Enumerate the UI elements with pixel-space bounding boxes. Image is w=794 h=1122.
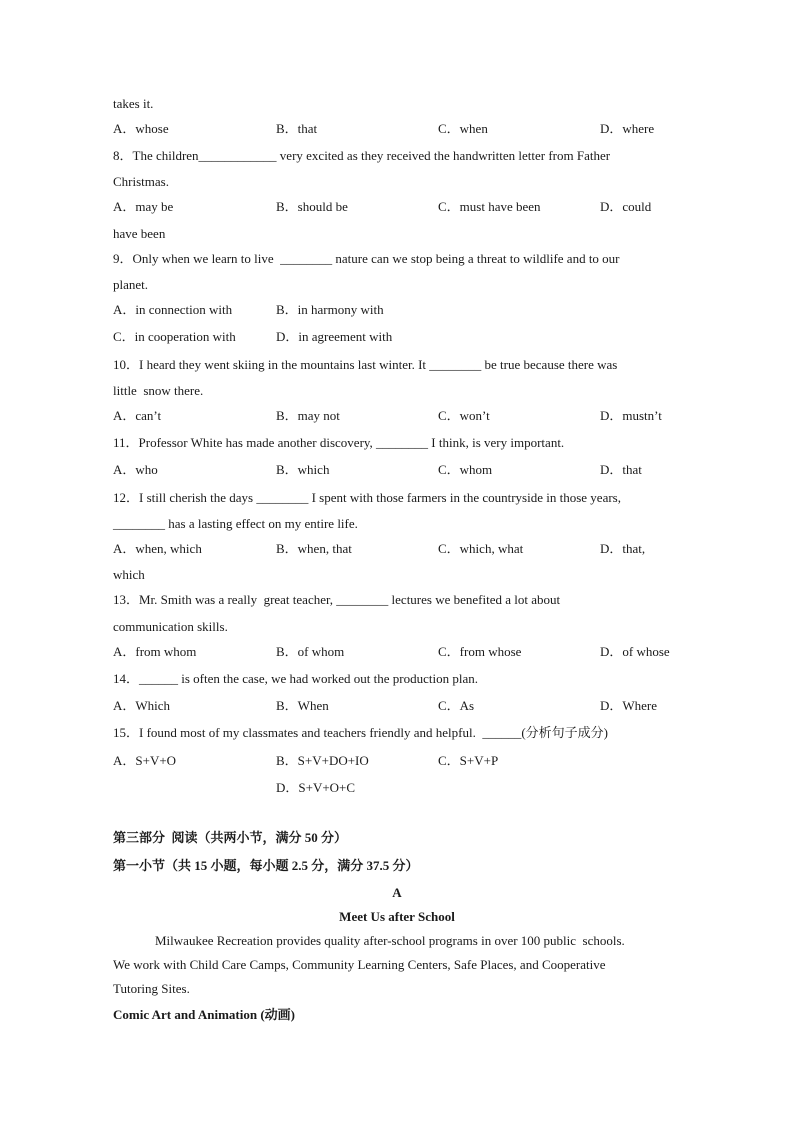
subsection-title: 第一小节（共 15 小题，每小题 2.5 分，满分 37.5 分） [113,858,419,873]
q8-option-c: C．must have been [438,199,541,214]
q12-option-c: C．which, what [438,541,524,556]
q9-option-b: B．in harmony with [276,302,384,317]
q12-option-d: D．that, [600,541,646,556]
passage-paragraph-line-2: We work with Child Care Camps, Community Learning Centers, Safe Places, and Cooperative [113,957,606,972]
q14-option-d: D．Where [600,698,658,713]
q9-option-d: D．in agreement with [276,329,393,344]
q14-stem: 14．______ is often the case, we had worked out the production plan. [113,671,478,686]
section-title: 第三部分 阅读（共两小节，满分 50 分） [113,830,348,845]
q11-option-d: D．that [600,462,642,477]
q7-option-b: B．that [276,121,318,136]
q10-stem: 10．I heard they went skiing in the mountains last winter. It ________ be true because there was [113,357,618,372]
passage-title: Meet Us after School [339,909,455,924]
q12-stem: 12．I still cherish the days ________ I spent with those farmers in the countryside in those years, [113,490,621,505]
q15-option-c: C．S+V+P [438,753,499,768]
q10-option-b: B．may not [276,408,340,423]
q15-stem: 15．I found most of my classmates and teachers friendly and helpful. ______(分析句子成分) [113,725,608,740]
q9-stem: 9．Only when we learn to live ________ nature can we stop being a threat to wildlife and to our [113,251,620,266]
q8-option-d: D．could [600,199,652,214]
q10-stem-continuation: little snow there. [113,383,204,398]
q7-option-c: C．when [438,121,488,136]
q10-option-c: C．won’t [438,408,490,423]
passage-letter: A [392,885,402,900]
q14-option-b: B．When [276,698,329,713]
q7-stem-continuation: takes it. [113,96,154,111]
passage-paragraph-line-1: Milwaukee Recreation provides quality after-school programs in over 100 public schools. [155,933,625,948]
q9-option-a: A．in connection with [113,302,233,317]
q11-option-c: C．whom [438,462,493,477]
q11-stem: 11．Professor White has made another discovery, ________ I think, is very important. [113,435,565,450]
q9-option-c: C．in cooperation with [113,329,236,344]
q15-option-d: D．S+V+O+C [276,780,356,795]
q13-stem-continuation: communication skills. [113,619,228,634]
q13-option-b: B．of whom [276,644,345,659]
q8-option-b: B．should be [276,199,348,214]
q13-option-d: D．of whose [600,644,670,659]
passage-subheading: Comic Art and Animation (动画) [113,1007,296,1022]
q11-option-a: A．who [113,462,158,477]
q8-option-d-continuation: have been [113,226,166,241]
passage-paragraph-line-3: Tutoring Sites. [113,981,190,996]
q11-option-b: B．which [276,462,330,477]
q8-stem: 8．The children____________ very excited as they received the handwritten letter from Father [113,148,611,163]
q12-option-a: A．when, which [113,541,202,556]
q13-option-c: C．from whose [438,644,522,659]
q12-option-b: B．when, that [276,541,352,556]
q7-option-d: D．where [600,121,655,136]
q13-option-a: A．from whom [113,644,197,659]
q10-option-d: D．mustn’t [600,408,662,423]
q8-option-a: A．may be [113,199,174,214]
q8-stem-continuation: Christmas. [113,174,169,189]
q15-option-a: A．S+V+O [113,753,177,768]
q14-option-a: A．Which [113,698,171,713]
q9-stem-continuation: planet. [113,277,149,292]
q12-option-d-continuation: which [113,567,145,582]
q13-stem: 13．Mr. Smith was a really great teacher, ________ lectures we benefited a lot about [113,592,561,607]
q7-option-a: A．whose [113,121,169,136]
q14-option-c: C．As [438,698,475,713]
q10-option-a: A．can’t [113,408,162,423]
q15-option-b: B．S+V+DO+IO [276,753,369,768]
q12-stem-continuation: ________ has a lasting effect on my entire life. [113,516,358,531]
